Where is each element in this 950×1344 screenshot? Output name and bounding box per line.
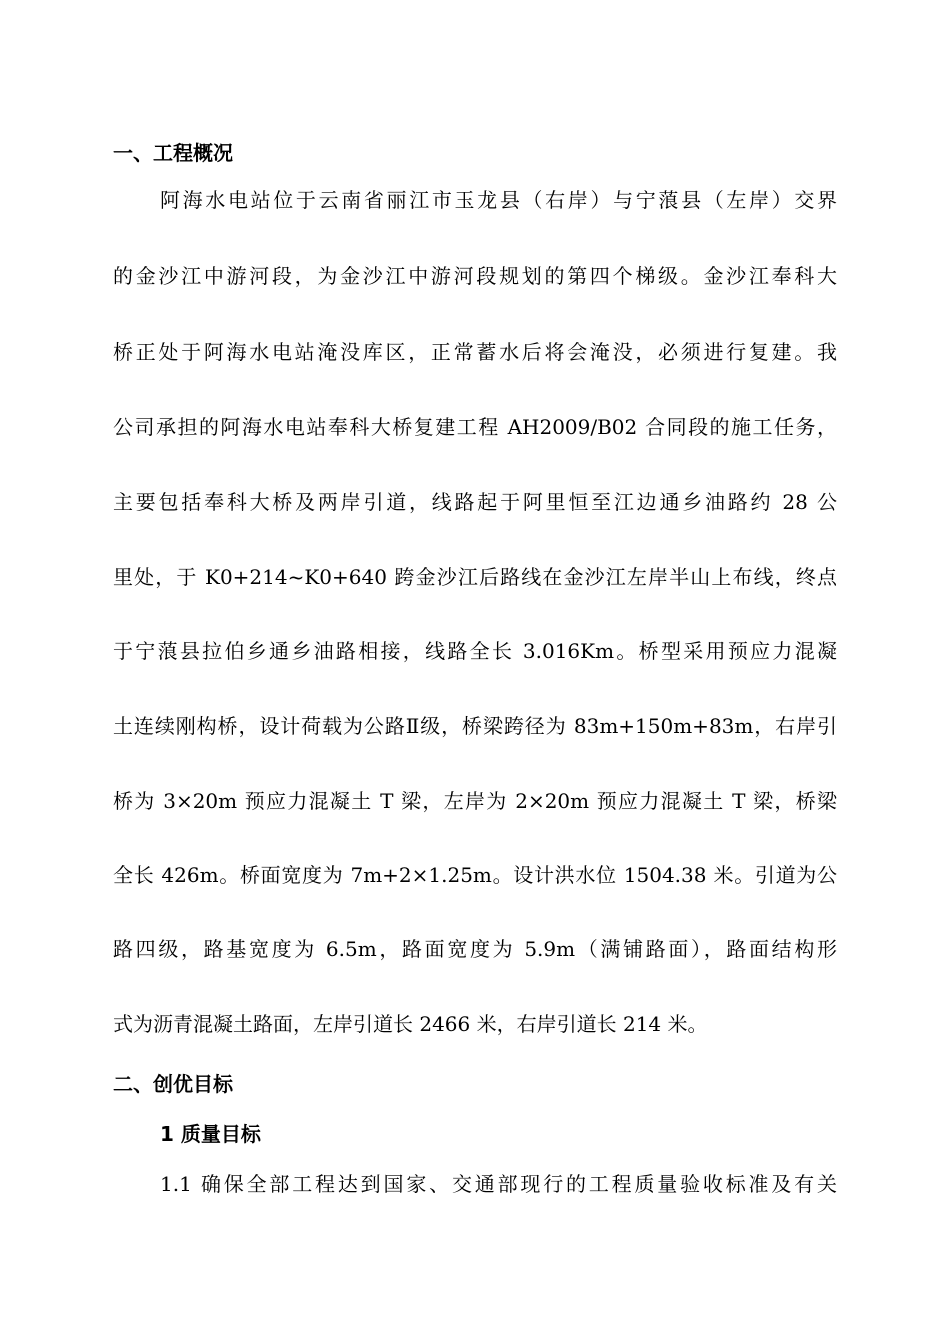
paragraph-line: 1.1 确保全部工程达到国家、交通部现行的工程质量验收标准及有关 [160,1172,837,1196]
paragraph-line: 主要包括奉科大桥及两岸引道，线路起于阿里恒至江边通乡油路约 28 公 [113,490,837,514]
paragraph-line: 式为沥青混凝土路面，左岸引道长 2466 米，右岸引道长 214 米。 [113,1012,708,1036]
paragraph-line: 里处，于 K0+214~K0+640 跨金沙江后路线在金沙江左岸半山上布线，终点 [113,565,837,589]
paragraph-line: 公司承担的阿海水电站奉科大桥复建工程 AH2009/B02 合同段的施工任务， [113,415,837,439]
paragraph-line: 阿海水电站位于云南省丽江市玉龙县（右岸）与宁蒗县（左岸）交界 [160,188,837,212]
paragraph-line: 全长 426m。桥面宽度为 7m+2×1.25m。设计洪水位 1504.38 米。引道为公 [113,863,837,887]
paragraph-line: 于宁蒗县拉伯乡通乡油路相接，线路全长 3.016Km。桥型采用预应力混凝 [113,639,837,663]
paragraph-line: 的金沙江中游河段，为金沙江中游河段规划的第四个梯级。金沙江奉科大 [113,264,837,288]
paragraph-line: 桥正处于阿海水电站淹没库区，正常蓄水后将会淹没，必须进行复建。我 [113,340,837,364]
paragraph-line: 路四级，路基宽度为 6.5m，路面宽度为 5.9m（满铺路面），路面结构形 [113,937,837,961]
paragraph-line: 土连续刚构桥，设计荷载为公路Ⅱ级，桥梁跨径为 83m+150m+83m，右岸引 [113,714,837,738]
subsection-heading-quality: 1 质量目标 [160,1122,261,1146]
section-heading-overview: 一、工程概况 [113,141,233,165]
paragraph-line: 桥为 3×20m 预应力混凝土 T 梁，左岸为 2×20m 预应力混凝土 T 梁，桥梁 [113,789,837,813]
section-heading-goals: 二、创优目标 [113,1072,233,1096]
